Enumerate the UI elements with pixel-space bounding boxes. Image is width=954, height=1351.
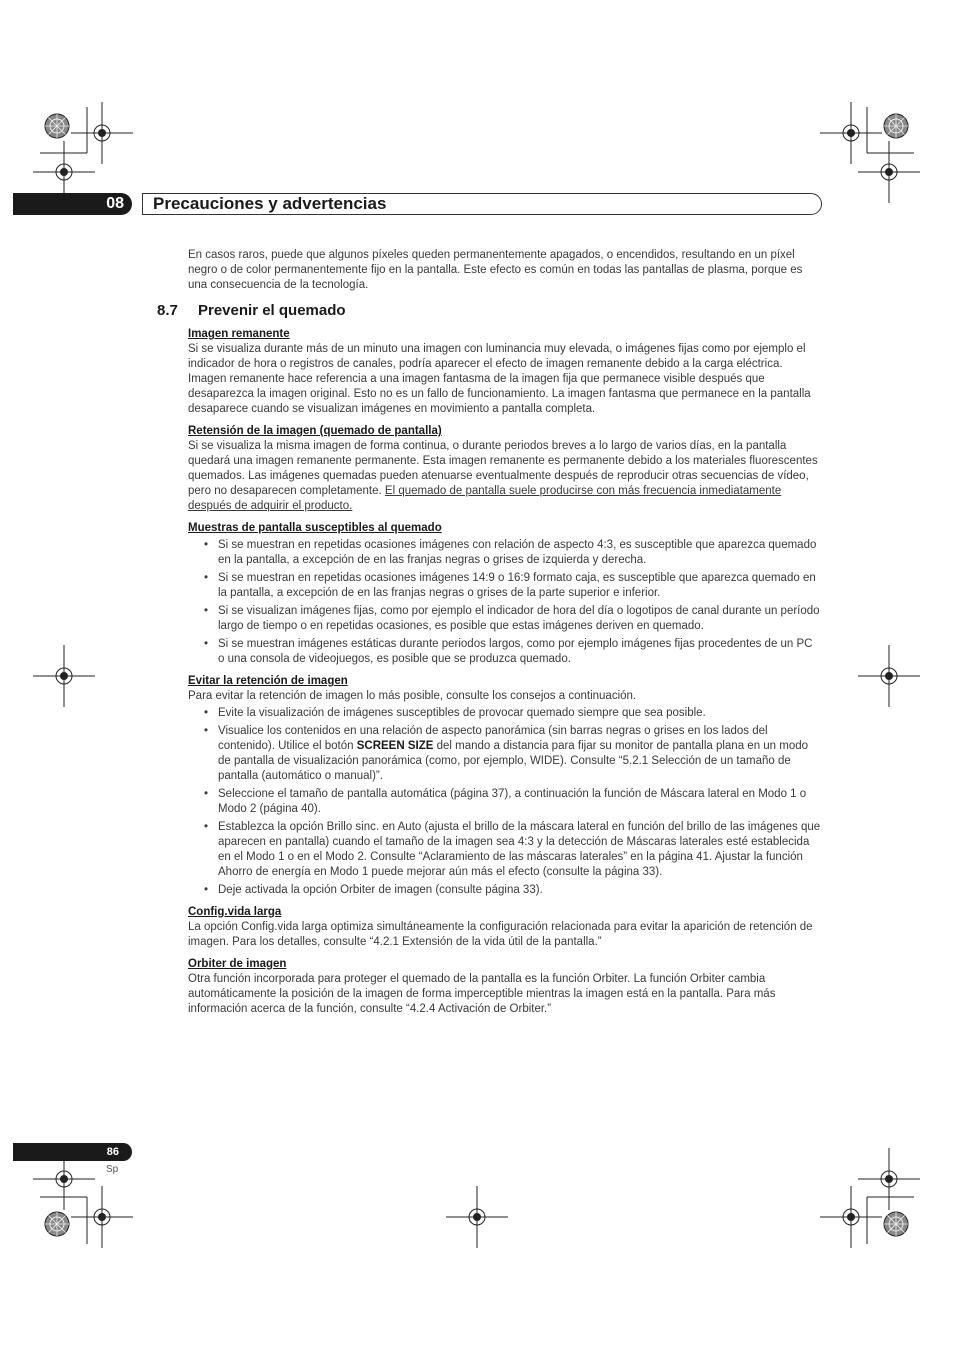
- list-item: • Si se muestran imágenes estáticas durante periodos largos, como por ejemplo imágenes fijas procedentes de un PC o una consola de videojuegos, es posible que se produzca quemado.: [188, 637, 822, 667]
- list-item: [188, 724, 822, 784]
- evitar-list: [188, 706, 822, 898]
- retencion-text: Si se visualiza la misma imagen de forma continua, o durante periodos breves a lo largo de varios días, en la pantalla quedará una imagen remanente permanente. Esta imagen remanente es permanente debido a los materiales fluorescentes quemados. Las imágenes quemadas pueden atenuarse eventualmente después de reproducir otras secuencias de vídeo, pero no desaparecen completamente.: [188, 440, 818, 497]
- subheading-retencion: Retensión de la imagen (quemado de pantalla): [188, 425, 442, 437]
- retencion-underlined-text: El quemado de pantalla suele producirse con más frecuencia inmediatamente después de adquirir el producto.: [188, 485, 782, 512]
- list-item: • Si se muestran en repetidas ocasiones imágenes con relación de aspecto 4:3, es susceptible que aparezca quemado en la pantalla, a excepción de en las franjas negras o grises de izquierda y derecha.: [188, 538, 822, 568]
- chapter-number-tab: 08: [13, 193, 132, 215]
- paragraph-imagen-remanente: Si se visualiza durante más de un minuto una imagen con luminancia muy elevada, o imágenes fijas como por ejemplo el indicador de hora o registros de canales, podría aparecer el efecto de imagen remanente debido a la carga eléctrica. Imagen remanente hace referencia a una imagen fantasma de la imagen fija que permanece visible después que desaparezca la imagen original. Esto no es un fallo de funcionamiento. La imagen fantasma que permanece en la pantalla desaparece cuando se visualizan imágenes en movimiento a pantalla completa.: [188, 343, 811, 415]
- list-item: • Si se visualizan imágenes fijas, como por ejemplo el indicador de hora del día o logotipos de canal durante un período largo de tiempo o en repetidas ocasiones, es posible que estas imágenes deriven en quemado.: [188, 604, 822, 634]
- subheading-orbiter: Orbiter de imagen: [188, 958, 287, 970]
- paragraph-config: La opción Config.vida larga optimiza simultáneamente la configuración relacionada para evitar la aparición de retención de imagen. Para los detalles, consulte “4.2.1 Extensión de la vida útil de la pantalla.”: [188, 921, 813, 948]
- list-item: • Evite la visualización de imágenes susceptibles de provocar quemado siempre que sea posible.: [188, 706, 822, 721]
- page-number: 86: [13, 1143, 132, 1161]
- screen-size-button-label: SCREEN SIZE: [356, 740, 434, 752]
- intro-paragraph: En casos raros, puede que algunos píxeles queden permanentemente apagados, o encendidos, resultando en un píxel negro o de color permanentemente fijo en la pantalla. Este efecto es común en todas las pantallas de plasma, porque es una consecuencia de la tecnología.: [188, 249, 803, 291]
- language-code: Sp: [106, 1164, 119, 1175]
- chapter-title: Precauciones y advertencias: [142, 193, 822, 215]
- list-item: • Si se muestran en repetidas ocasiones imágenes 14:9 o 16:9 formato caja, es susceptible que aparezca quemado en la pantalla, a excepción de en las franjas negras o grises de la parte superior e inferior.: [188, 571, 822, 601]
- list-item: • Establezca la opción Brillo sinc. en Auto (ajusta el brillo de la máscara lateral en función del brillo de las imágenes que aparecen en pantalla) cuando el tamaño de la imagen sea 4:3 y la detección de Máscaras laterales esté establecida en el Modo 1 o en el Modo 2. Consulte “Aclaramiento de las máscaras laterales” en la página 41. Ajustar la función Ahorro de energía en Modo 1 puede mejorar aún más el efecto (consulte la página 33).: [188, 820, 822, 880]
- section-number: 8.7: [157, 302, 178, 319]
- subheading-evitar: Evitar la retención de imagen: [188, 675, 348, 687]
- subheading-config: Config.vida larga: [188, 906, 282, 918]
- list-item: • Seleccione el tamaño de pantalla automática (página 37), a continuación la función de Máscara lateral en Modo 1 o Modo 2 (página 40).: [188, 787, 822, 817]
- item-text-post: del mando a distancia para fijar su monitor de pantalla plana en un modo de pantalla de visualización panorámica (como, por ejemplo, WIDE). Consulte “5.2.1 Selección de un tamaño de pantalla (automático o manual)”.: [218, 740, 809, 782]
- muestras-list: [188, 538, 822, 667]
- subheading-imagen-remanente: Imagen remanente: [188, 328, 290, 340]
- paragraph-retencion: [188, 439, 822, 514]
- section-title: Prevenir el quemado: [198, 302, 346, 319]
- page-content: [157, 248, 822, 1017]
- section-heading: [157, 302, 822, 320]
- item-text-pre: Visualice los contenidos en una relación de aspecto panorámica (sin barras negras o grises en los lados del contenido). Utilice el botón: [218, 725, 768, 752]
- subheading-muestras: Muestras de pantalla susceptibles al quemado: [188, 522, 442, 534]
- paragraph-evitar: Para evitar la retención de imagen lo más posible, consulte los consejos a continuación.: [188, 690, 637, 702]
- list-item: • Deje activada la opción Orbiter de imagen (consulte página 33).: [188, 883, 822, 898]
- paragraph-orbiter: Otra función incorporada para proteger el quemado de la pantalla es la función Orbiter. La función Orbiter cambia automáticamente la posición de la imagen de forma imperceptible mientras la imagen está en la pantalla. Para más información acerca de la función, consulte “4.2.4 Activación de Orbiter.”: [188, 973, 776, 1015]
